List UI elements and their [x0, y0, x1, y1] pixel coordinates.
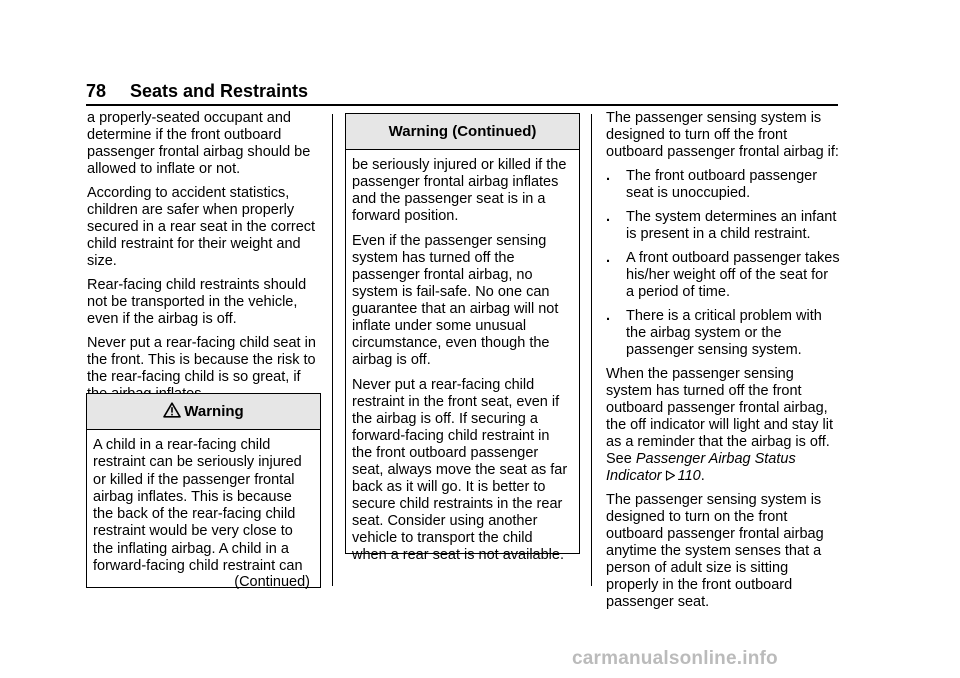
- column-left: [87, 110, 319, 410]
- page-reference-icon: [665, 470, 676, 481]
- bullet-text: There is a critical problem with the airbag system or the passenger sensing system.: [626, 308, 822, 358]
- cross-reference-link[interactable]: Passenger Airbag Status Indicator: [606, 451, 796, 484]
- section-title: Seats and Restraints: [130, 81, 309, 101]
- page-number: 78: [86, 81, 107, 101]
- warning-text: Never put a rear-facing child restraint in the front seat, even if the airbag is off. If securing a forward-facing child restraint in the front outboard passenger seat, always move the seat as far back as it will go. It is better to secure child restraints in the rear seat. Consider using another vehicle to transport the child when a rear seat is not available.: [352, 377, 568, 563]
- watermark: carmanualsonline.info: [572, 648, 778, 669]
- column-divider: [591, 114, 592, 586]
- see-prefix: See: [606, 451, 632, 467]
- paragraph: Never put a rear-facing child seat in the front. This is because the risk to the rear-facing child is so great, if: [87, 335, 316, 385]
- bullet-marker: .: [606, 308, 611, 324]
- column-right: [606, 110, 840, 618]
- warning-text: be seriously injured or killed if the passenger frontal airbag inflates and the passenger seat is in a forward position.: [352, 157, 567, 224]
- paragraph: [606, 366, 840, 485]
- bullet-item: [606, 168, 840, 202]
- bullet-marker: .: [606, 209, 611, 225]
- warning-body: [87, 430, 320, 596]
- warning-header: [87, 394, 320, 430]
- warning-continued-body: [346, 150, 579, 568]
- paragraph: Rear-facing child restraints should not be transported in the vehicle, even if the airbag is off.: [87, 277, 307, 327]
- bullet-marker: .: [606, 250, 611, 266]
- bullet-item: [606, 308, 840, 359]
- paragraph: According to accident statistics, children are safer when properly secured in a rear seat in the correct child restraint for their weight and size.: [87, 185, 316, 269]
- header-rule: [86, 104, 838, 106]
- bullet-item: [606, 250, 840, 301]
- bullet-item: [606, 209, 840, 243]
- bullet-text: A front outboard passenger takes his/her weight off of the seat for a period of time.: [626, 250, 840, 300]
- paragraph: a properly-seated occupant and determine if the front outboard passenger frontal airbag should be allowed to inflate or not.: [87, 110, 311, 177]
- bullet-marker: .: [606, 168, 611, 184]
- warning-title: Warning: [184, 403, 244, 420]
- warning-text: A child in a rear-facing child restraint can be seriously injured or killed if the passenger frontal airbag inflates. This is because the back of the rear-facing child restraint would be very close to the inflating airbag. A child in a forward-facing child restraint can: [93, 437, 303, 575]
- paragraph: The passenger sensing system is designed to turn on the front outboard passenger frontal airbag anytime the system senses that a person of adult size is sitting properly in the front outboard passenger seat.: [606, 492, 824, 610]
- warning-continued-header: Warning (Continued): [346, 114, 579, 150]
- cross-reference-page[interactable]: 110: [677, 468, 701, 484]
- bullet-text: The system determines an infant is present in a child restraint.: [626, 209, 837, 242]
- warning-text: Even if the passenger sensing system has turned off the passenger frontal airbag, no system is fail-safe. No one can guarantee that an airbag will not inflate under some unusual circumstance, even though the airbag is off.: [352, 233, 559, 368]
- continued-label: (Continued): [234, 574, 310, 591]
- warning-icon: [163, 402, 181, 418]
- column-divider: [332, 114, 333, 586]
- page-header: [86, 80, 308, 102]
- warning-continued-box: [345, 113, 580, 563]
- bullet-text: The front outboard passenger seat is unoccupied.: [626, 168, 818, 201]
- warning-box: [86, 393, 321, 591]
- paragraph: The passenger sensing system is designed to turn off the front outboard passenger frontal airbag if:: [606, 110, 839, 160]
- see-suffix: .: [700, 468, 705, 484]
- paragraph-text: When the passenger sensing system has turned off the front outboard passenger frontal airbag, the off indicator will light and stay lit as a reminder that the airbag is off.: [606, 366, 834, 450]
